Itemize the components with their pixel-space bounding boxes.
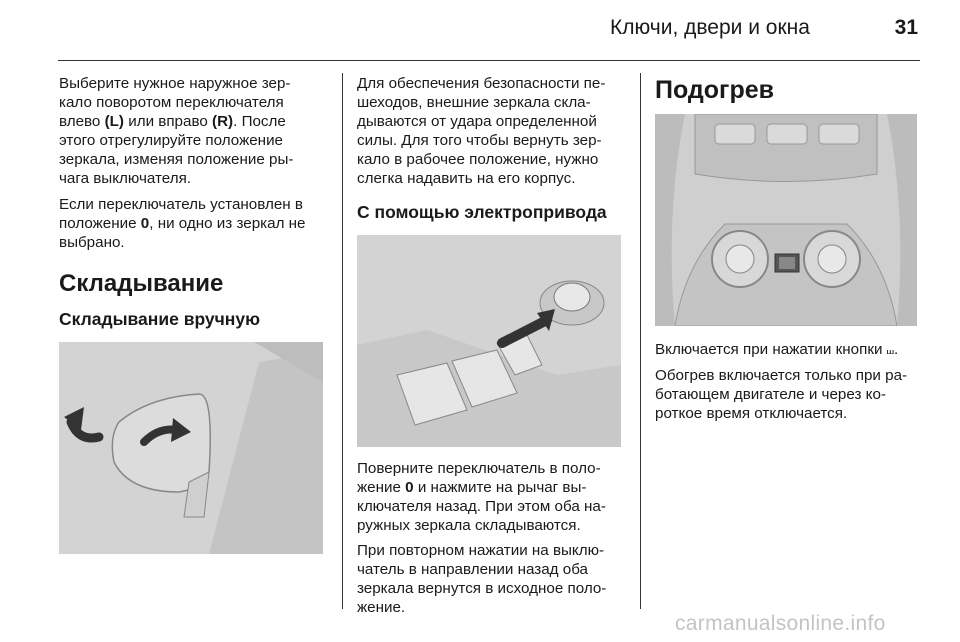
text-line: ботающем двигателе и через ко- xyxy=(655,386,886,404)
column-1 xyxy=(59,74,327,554)
text-line: силы. Для того чтобы вернуть зер- xyxy=(357,132,602,150)
paragraph-heating-activate: Включается при нажатии кнопки ⧢. xyxy=(655,341,899,358)
text-line: Если переключатель установлен в xyxy=(59,195,303,213)
text-line: ружных зеркала складываются. xyxy=(357,516,581,534)
paragraph-mirror-select xyxy=(59,74,327,189)
text-line: кало в рабочее положение, нужно xyxy=(357,151,599,169)
subheading-electric-folding: С помощью электропривода xyxy=(357,201,607,222)
column-3 xyxy=(655,74,923,429)
door-switch-illustration xyxy=(357,235,621,447)
text-line: этого отрегулируйте положение xyxy=(59,132,283,150)
section-heading-heating: Подогрев xyxy=(655,76,775,104)
column-divider xyxy=(640,73,641,609)
text-line: Поверните переключатель в поло- xyxy=(357,459,601,477)
text-line: дываются от удара определенной xyxy=(357,113,597,131)
column-divider xyxy=(342,73,343,609)
text-line: При повторном нажатии на выклю- xyxy=(357,541,605,559)
text-line: жение. xyxy=(357,599,406,617)
text-line: жение 0 и нажмите на рычаг вы- xyxy=(357,478,587,496)
paragraph-position-zero xyxy=(59,195,327,252)
text-line: зеркала, изменяя положение ры- xyxy=(59,151,294,169)
center-console-illustration xyxy=(655,114,917,326)
text-line: чага выключателя. xyxy=(59,170,192,188)
text-line: Выберите нужное наружное зер- xyxy=(59,75,291,92)
text-line: роткое время отключается. xyxy=(655,405,848,423)
section-heading-folding: Складывание xyxy=(59,269,224,297)
mirror-fold-illustration xyxy=(59,342,323,554)
text-line: чатель в направлении назад оба xyxy=(357,561,588,579)
text-line: слегка надавить на его корпус. xyxy=(357,170,576,188)
subheading-manual-folding: Складывание вручную xyxy=(59,308,261,329)
header-title: Ключи, двери и окна xyxy=(610,16,810,39)
header-rule xyxy=(58,60,920,61)
text-line: положение 0, ни одно из зеркал не xyxy=(59,214,306,232)
paragraph-heating-engine xyxy=(655,366,923,423)
watermark: carmanualsonline.info xyxy=(675,612,886,635)
text-line: кало поворотом переключателя xyxy=(59,94,284,112)
column-2 xyxy=(357,74,625,623)
text-line: влево (L) или вправо (R). После xyxy=(59,113,286,131)
mirror-heating-icon: ⧢ xyxy=(886,342,895,358)
paragraph-unfold-electric xyxy=(357,541,625,617)
text-line: Обогрев включается только при ра- xyxy=(655,367,908,385)
page-number: 31 xyxy=(894,16,918,39)
text-line: шеходов, внешние зеркала скла- xyxy=(357,94,591,112)
text-line: Для обеспечения безопасности пе- xyxy=(357,75,606,92)
text-line: выбрано. xyxy=(59,233,125,251)
text-line: зеркала вернутся в исходное поло- xyxy=(357,580,607,598)
text-line: ключателя назад. При этом оба на- xyxy=(357,497,606,515)
paragraph-pedestrian-safety xyxy=(357,74,625,189)
paragraph-fold-electric xyxy=(357,459,625,535)
